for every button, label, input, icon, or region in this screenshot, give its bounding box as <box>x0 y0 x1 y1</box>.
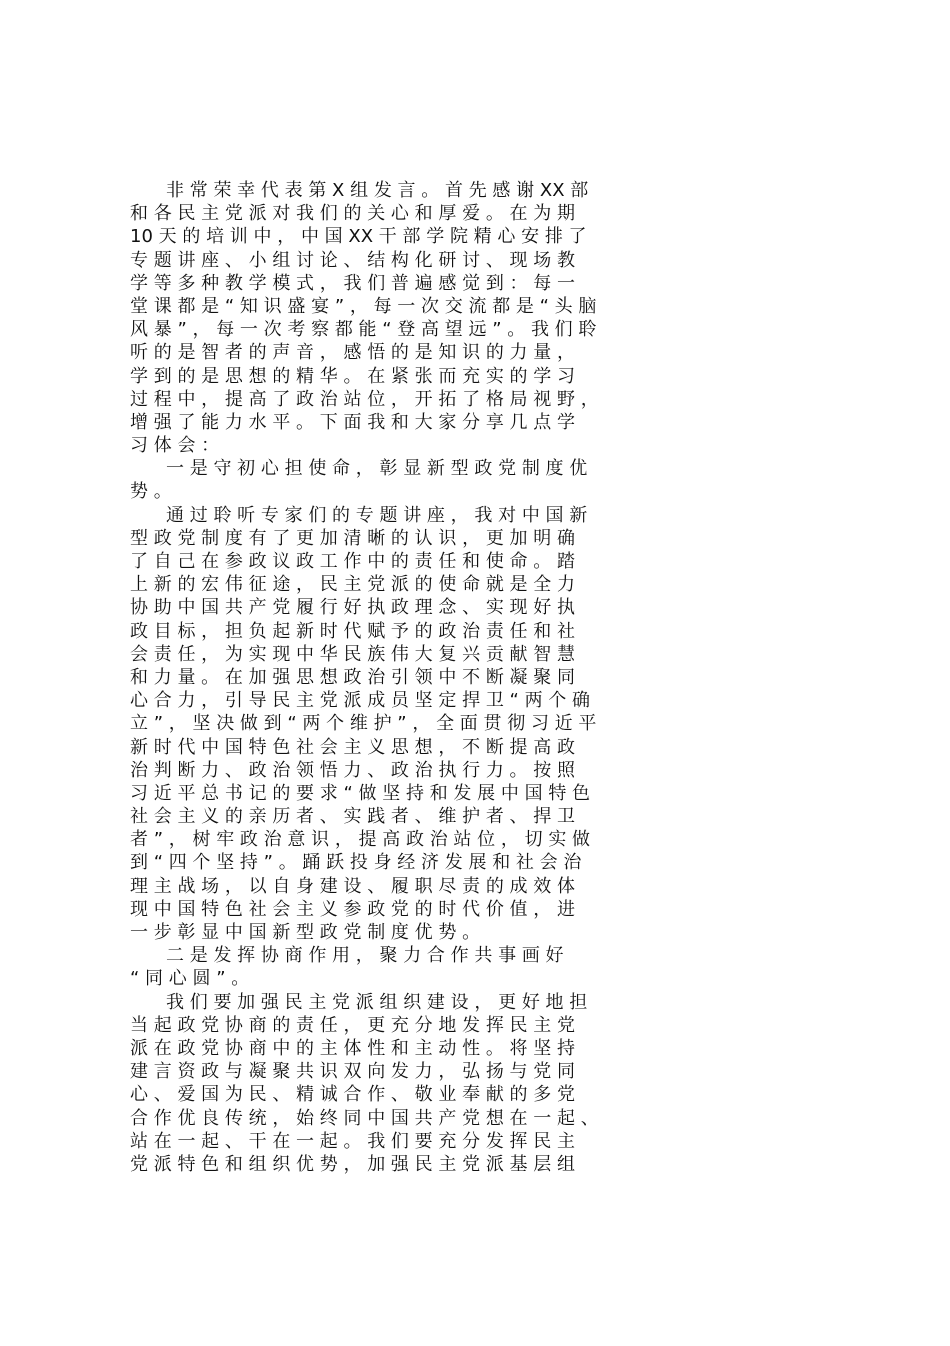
text-line: 会 责 任 ， 为 实 现 中 华 民 族 伟 大 复 兴 贡 献 智 慧 <box>130 643 575 665</box>
text-line: 风 暴 ” ， 每 一 次 考 察 都 能 “ 登 高 望 远 ” 。 我 们 聆 <box>130 319 597 341</box>
text-line: 型 政 党 制 度 有 了 更 加 清 晰 的 认 识 ， 更 加 明 确 <box>130 527 575 549</box>
text-line: 非 常 荣 幸 代 表 第 X 组 发 言 。 首 先 感 谢 XX 部 <box>130 180 589 201</box>
text-line: 学 到 的 是 思 想 的 精 华 。 在 紧 张 而 充 实 的 学 习 <box>130 365 575 387</box>
text-line: 协 助 中 国 共 产 党 履 行 好 执 政 理 念 、 实 现 好 执 <box>130 597 575 619</box>
text-line: 一 步 彰 显 中 国 新 型 政 党 制 度 优 势 。 <box>130 922 481 943</box>
text-line: 心 、 爱 国 为 民 、 精 诚 合 作 、 敬 业 奉 献 的 多 党 <box>130 1084 575 1106</box>
text-line: 通 过 聆 听 专 家 们 的 专 题 讲 座 ， 我 对 中 国 新 <box>130 504 588 526</box>
text-line: 理 主 战 场 ， 以 自 身 建 设 、 履 职 尽 责 的 成 效 体 <box>130 875 575 897</box>
text-line: 堂 课 都 是 “ 知 识 盛 宴 ” ， 每 一 次 交 流 都 是 “ 头 脑 <box>130 295 597 317</box>
text-line: 社 会 主 义 的 亲 历 者 、 实 践 者 、 维 护 者 、 捍 卫 <box>130 806 575 828</box>
text-line: 现 中 国 特 色 社 会 主 义 参 政 党 的 时 代 价 值 ， 进 <box>130 898 575 920</box>
text-line: 立 ” ， 坚 决 做 到 “ 两 个 维 护 ” ， 全 面 贯 彻 习 近 平 <box>130 713 597 735</box>
text-line: 政 目 标 ， 担 负 起 新 时 代 赋 予 的 政 治 责 任 和 社 <box>130 620 575 642</box>
text-line: 了 自 己 在 参 政 议 政 工 作 中 的 责 任 和 使 命 。 踏 <box>130 551 575 572</box>
text-line: 到 “ 四 个 坚 持 ” 。 踊 跃 投 身 经 济 发 展 和 社 会 治 <box>130 852 582 874</box>
text-line: 习 近 平 总 书 记 的 要 求 “ 做 坚 持 和 发 展 中 国 特 色 <box>130 782 591 804</box>
text-line: 一 是 守 初 心 担 使 命 ， 彰 显 新 型 政 党 制 度 优 <box>130 458 588 480</box>
text-line: 站 在 一 起 、 干 在 一 起 。 我 们 要 充 分 发 挥 民 主 <box>130 1130 575 1152</box>
text-line: 10 天 的 培 训 中 ， 中 国 XX 干 部 学 院 精 心 安 排 了 <box>130 226 587 248</box>
text-line: 新 时 代 中 国 特 色 社 会 主 义 思 想 ， 不 断 提 高 政 <box>130 736 575 758</box>
text-line: 治 判 断 力 、 政 治 领 悟 力 、 政 治 执 行 力 。 按 照 <box>130 759 575 781</box>
document-body <box>130 179 850 1176</box>
text-line: 建 言 资 政 与 凝 聚 共 识 双 向 发 力 ， 弘 扬 与 党 同 <box>130 1061 575 1083</box>
text-line: 和 力 量 。 在 加 强 思 想 政 治 引 领 中 不 断 凝 聚 同 <box>130 666 575 688</box>
text-line: 心 合 力 ， 引 导 民 主 党 派 成 员 坚 定 捍 卫 “ 两 个 确 <box>130 690 591 712</box>
text-line: “ 同 心 圆 ” 。 <box>130 968 250 990</box>
text-line: 学 等 多 种 教 学 模 式 ， 我 们 普 遍 感 觉 到 ： 每 一 <box>130 272 575 294</box>
text-line: 派 在 政 党 协 商 中 的 主 体 性 和 主 动 性 。 将 坚 持 <box>130 1037 575 1059</box>
text-line: 势 。 <box>130 481 172 503</box>
text-line: 合 作 优 良 传 统 ， 始 终 同 中 国 共 产 党 想 在 一 起 、 <box>130 1107 599 1129</box>
text-line: 上 新 的 宏 伟 征 途 ， 民 主 党 派 的 使 命 就 是 全 力 <box>130 574 575 596</box>
text-line: 我 们 要 加 强 民 主 党 派 组 织 建 设 ， 更 好 地 担 <box>130 991 588 1013</box>
text-line: 当 起 政 党 协 商 的 责 任 ， 更 充 分 地 发 挥 民 主 党 <box>130 1014 575 1036</box>
text-line: 和 各 民 主 党 派 对 我 们 的 关 心 和 厚 爱 。 在 为 期 <box>130 203 575 225</box>
text-line: 党 派 特 色 和 组 织 优 势 ， 加 强 民 主 党 派 基 层 组 <box>130 1153 575 1175</box>
text-line: 者 ” ， 树 牢 政 治 意 识 ， 提 高 政 治 站 位 ， 切 实 做 <box>130 829 591 851</box>
text-line: 习 体 会 ： <box>130 435 220 457</box>
text-line: 增 强 了 能 力 水 平 。 下 面 我 和 大 家 分 享 几 点 学 <box>130 411 575 433</box>
text-line: 听 的 是 智 者 的 声 音 ， 感 悟 的 是 知 识 的 力 量 ， <box>130 342 575 364</box>
text-line: 二 是 发 挥 协 商 作 用 ， 聚 力 合 作 共 事 画 好 <box>130 945 564 967</box>
text-line: 专 题 讲 座 、 小 组 讨 论 、 结 构 化 研 讨 、 现 场 教 <box>130 249 575 271</box>
text-line: 过 程 中 ， 提 高 了 政 治 站 位 ， 开 拓 了 格 局 视 野 ， <box>130 388 599 410</box>
